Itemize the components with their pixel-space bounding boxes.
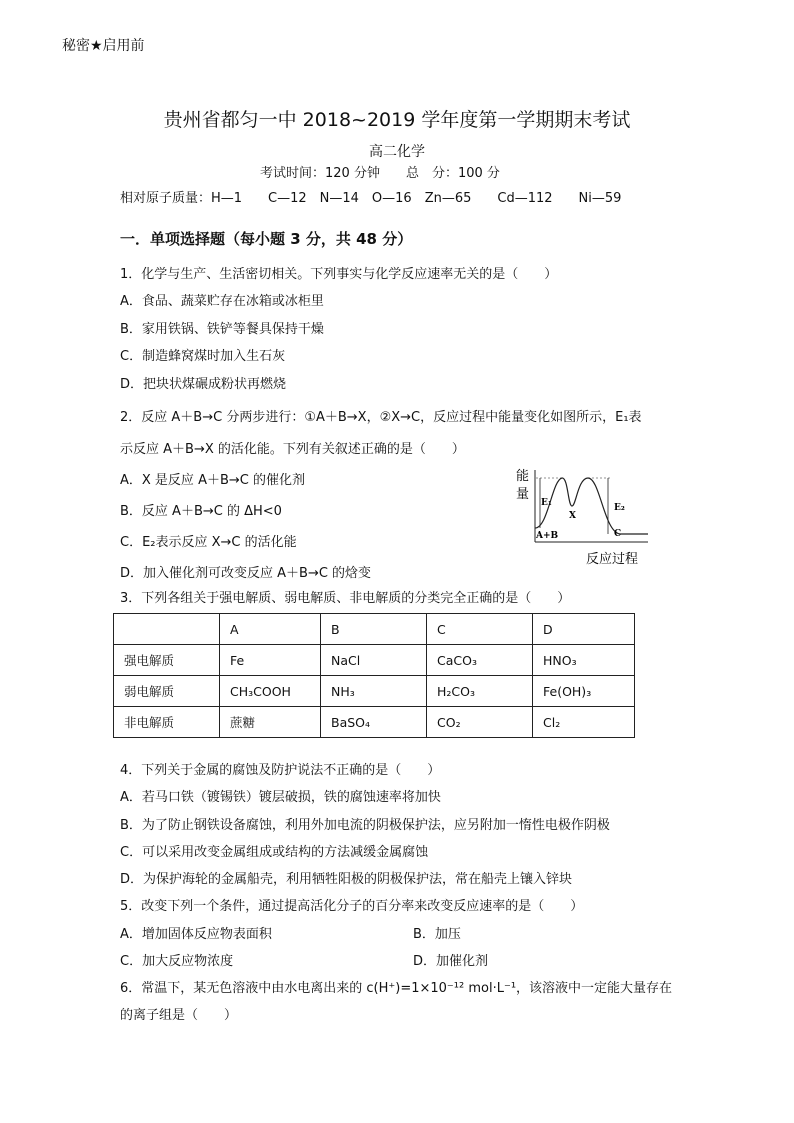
q6-stem-line1: 6．常温下，某无色溶液中由水电离出来的 c(H⁺)=1×10⁻¹² mol·L⁻¹，该溶液中一定能大量存在	[120, 981, 673, 996]
table-cell: CO₂	[427, 707, 533, 738]
q3-stem: 3．下列各组关于强电解质、弱电解质、非电解质的分类完全正确的是（ ）	[120, 591, 571, 606]
e1-label: E₁	[541, 498, 552, 508]
atomic-masses: 相对原子质量：H—1 C—12 N—14 O—16 Zn—65 Cd—112 Ni—59	[120, 191, 622, 206]
section-title: 一．单项选择题（每小题 3 分，共 48 分）	[120, 230, 413, 248]
energy-diagram	[508, 462, 658, 572]
q6-stem-line2: 的离子组是（ ）	[120, 1008, 238, 1023]
x-intermediate-label: X	[569, 511, 576, 521]
ab-label: A+B	[536, 531, 559, 541]
q4-option-b: B．为了防止钢铁设备腐蚀，利用外加电流的阴极保护法，应另附加一惰性电极作阴极	[120, 818, 610, 833]
table-cell: D	[533, 614, 635, 645]
table-cell: NaCl	[321, 645, 427, 676]
exam-info: 考试时间：120 分钟 总 分：100 分	[260, 166, 500, 181]
q2-option-a: A．X 是反应 A＋B→C 的催化剂	[120, 473, 305, 488]
reaction-progress-label: 反应过程	[586, 552, 639, 567]
e2-label: E₂	[614, 503, 625, 513]
q1-option-d: D．把块状煤碾成粉状再燃烧	[120, 377, 287, 392]
table-cell: H₂CO₃	[427, 676, 533, 707]
q1-stem: 1．化学与生产、生活密切相关。下列事实与化学反应速率无关的是（ ）	[120, 267, 558, 282]
table-row	[114, 707, 635, 738]
q2-option-c: C．E₂表示反应 X→C 的活化能	[120, 535, 297, 550]
table-cell: CaCO₃	[427, 645, 533, 676]
q5-option-a: A．增加固体反应物表面积	[120, 927, 272, 942]
q5-stem: 5．改变下列一个条件，通过提高活化分子的百分率来改变反应速率的是（ ）	[120, 899, 584, 914]
q4-option-a: A．若马口铁（镀锡铁）镀层破损，铁的腐蚀速率将加快	[120, 790, 441, 805]
table-cell: 弱电解质	[114, 676, 220, 707]
table-cell: 非电解质	[114, 707, 220, 738]
confidential-mark: 秘密★启用前	[62, 38, 145, 54]
q5-option-d: D．加催化剂	[413, 954, 489, 969]
table-cell: CH₃COOH	[220, 676, 321, 707]
table-cell: NH₃	[321, 676, 427, 707]
subject: 高二化学	[369, 144, 425, 160]
q2-option-b: B．反应 A＋B→C 的 ΔH<0	[120, 504, 282, 519]
table-cell: BaSO₄	[321, 707, 427, 738]
table-header-row	[114, 614, 635, 645]
energy-ylabel-2: 量	[516, 487, 530, 502]
q1-option-a: A．食品、蔬菜贮存在冰箱或冰柜里	[120, 294, 324, 309]
table-cell	[114, 614, 220, 645]
table-cell: Fe	[220, 645, 321, 676]
energy-ylabel-1: 能	[516, 469, 530, 484]
q2-stem-line2: 示反应 A＋B→X 的活化能。下列有关叙述正确的是（ ）	[120, 442, 465, 457]
q5-option-c: C．加大反应物浓度	[120, 954, 234, 969]
c-label: C	[614, 529, 622, 539]
table-cell: HNO₃	[533, 645, 635, 676]
q4-option-c: C．可以采用改变金属组成或结构的方法减缓金属腐蚀	[120, 845, 429, 860]
table-cell: 强电解质	[114, 645, 220, 676]
q5-option-b: B．加压	[413, 927, 461, 942]
q4-stem: 4．下列关于金属的腐蚀及防护说法不正确的是（ ）	[120, 763, 441, 778]
q2-stem-line1: 2．反应 A＋B→C 分两步进行：①A＋B→X，②X→C，反应过程中能量变化如图所示，E₁表	[120, 410, 642, 425]
table-cell: Cl₂	[533, 707, 635, 738]
q2-option-d: D．加入催化剂可改变反应 A＋B→C 的焓变	[120, 566, 372, 581]
table-row	[114, 645, 635, 676]
q1-option-b: B．家用铁锅、铁铲等餐具保持干燥	[120, 322, 324, 337]
q1-option-c: C．制造蜂窝煤时加入生石灰	[120, 349, 286, 364]
table-cell: Fe(OH)₃	[533, 676, 635, 707]
energy-curve	[535, 478, 648, 534]
table-cell: 蔗糖	[220, 707, 321, 738]
electrolyte-table	[113, 613, 635, 738]
table-cell: B	[321, 614, 427, 645]
q4-option-d: D．为保护海轮的金属船壳，利用牺牲阳极的阴极保护法，常在船壳上镶入锌块	[120, 872, 573, 887]
exam-title: 贵州省都匀一中 2018~2019 学年度第一学期期末考试	[163, 109, 631, 131]
table-cell: A	[220, 614, 321, 645]
table-row	[114, 676, 635, 707]
table-cell: C	[427, 614, 533, 645]
